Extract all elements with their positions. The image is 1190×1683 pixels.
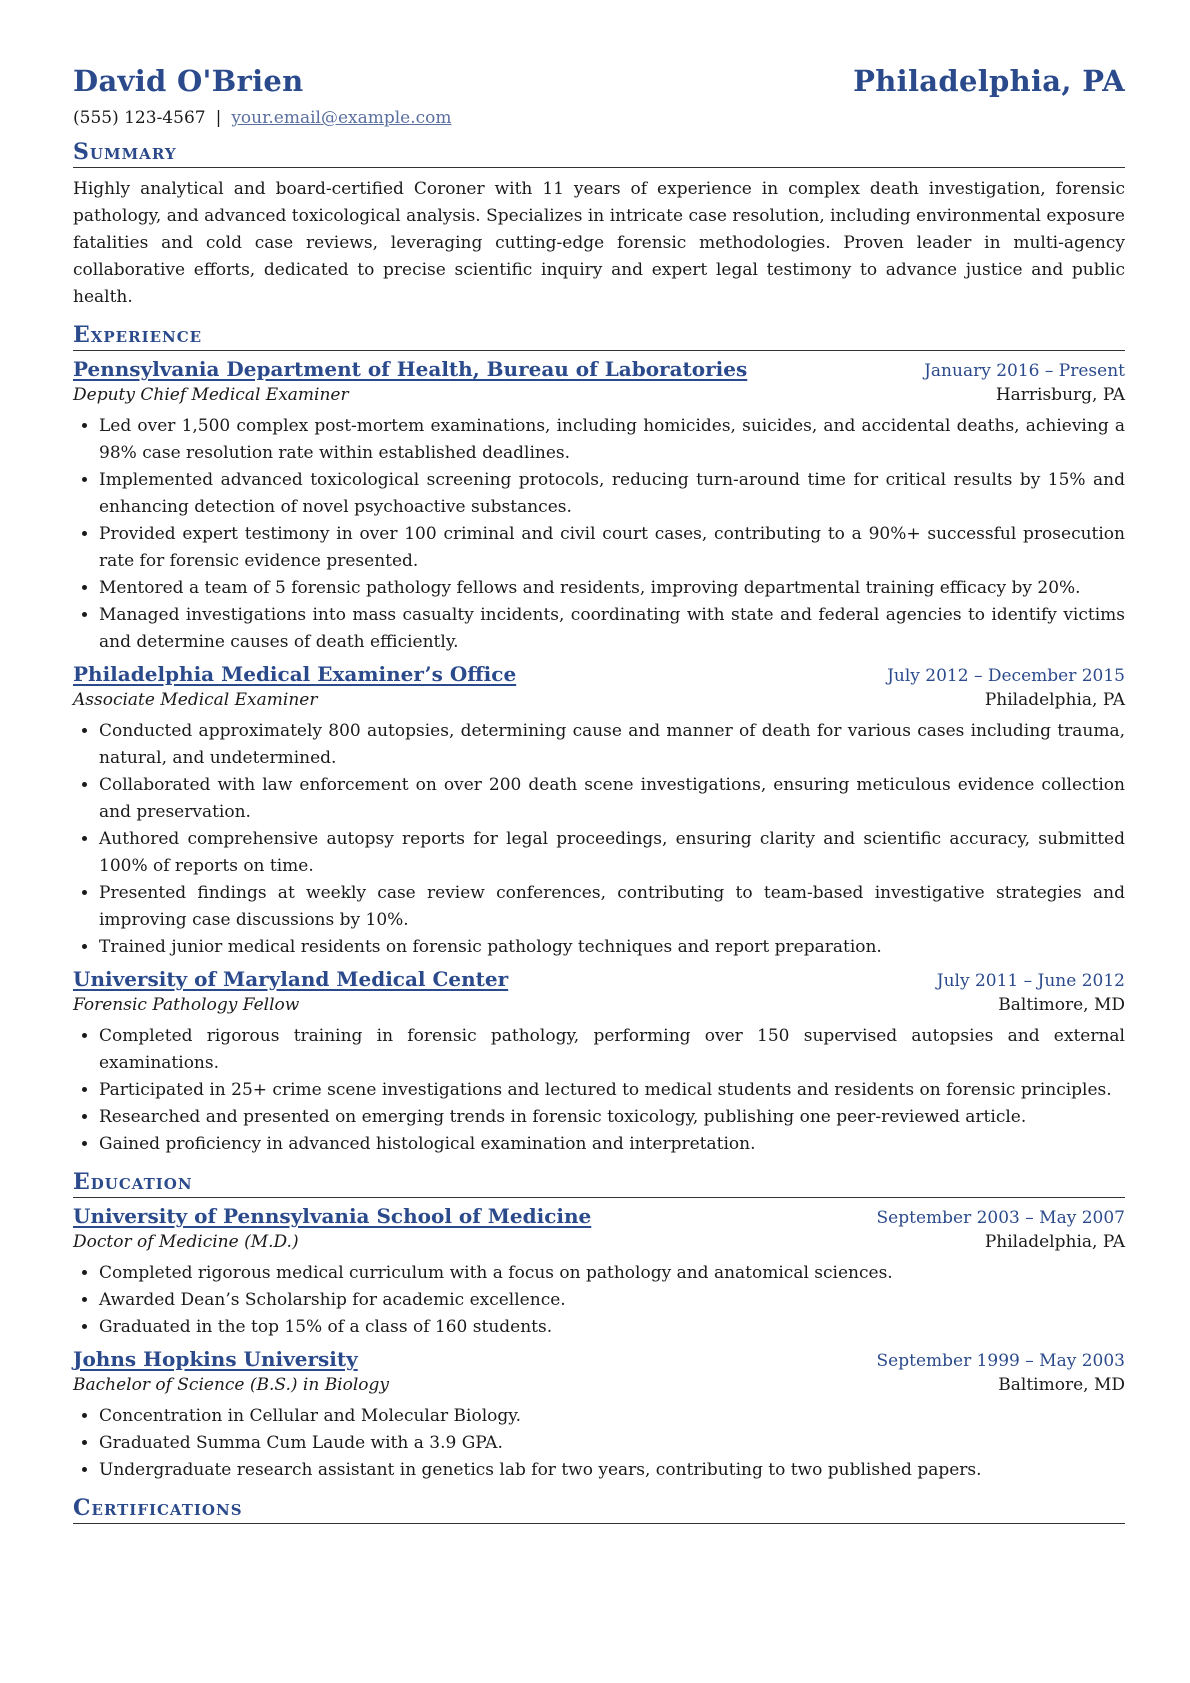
experience-bullet: • Completed rigorous training in forensic pathology, performing over 150 supervised autopsies and external examinations. <box>99 1023 1125 1077</box>
experience-list <box>73 357 1125 1158</box>
experience-role: Deputy Chief Medical Examiner <box>73 385 349 405</box>
education-bullet: • Undergraduate research assistant in genetics lab for two years, contributing to two published papers. <box>99 1457 1125 1484</box>
resume-header <box>73 64 1125 98</box>
experience-role: Associate Medical Examiner <box>73 690 318 710</box>
experience-entry <box>73 662 1125 961</box>
contact-separator: | <box>215 108 222 128</box>
education-heading: Education <box>73 1168 1125 1198</box>
education-entry-subheader <box>73 1232 1125 1252</box>
education-organization-link[interactable]: University of Pennsylvania School of Medicine <box>73 1204 592 1228</box>
experience-entry-header <box>73 967 1125 991</box>
education-dates: September 2003 – May 2007 <box>876 1208 1125 1228</box>
experience-bullet: • Led over 1,500 complex post-mortem examinations, including homicides, suicides, and accidental deaths, achieving a 98% case resolution rate within established deadlines. <box>99 413 1125 467</box>
education-list <box>73 1204 1125 1484</box>
experience-bullet: • Trained junior medical residents on forensic pathology techniques and report preparation. <box>99 934 1125 961</box>
education-entry-subheader <box>73 1375 1125 1395</box>
education-entry-header <box>73 1347 1125 1371</box>
experience-location: Philadelphia, PA <box>984 690 1125 710</box>
experience-organization-link[interactable]: University of Maryland Medical Center <box>73 967 509 991</box>
experience-bullet-list <box>73 413 1125 656</box>
experience-bullet: • Authored comprehensive autopsy reports for legal proceedings, ensuring clarity and scientific accuracy, submitted 100% of reports on time. <box>99 826 1125 880</box>
experience-bullet: • Implemented advanced toxicological screening protocols, reducing turn-around time for critical results by 15% and enhancing detection of novel psychoactive substances. <box>99 467 1125 521</box>
resume-content <box>73 64 1125 1524</box>
experience-dates: January 2016 – Present <box>924 361 1125 381</box>
experience-entry-subheader <box>73 690 1125 710</box>
experience-bullet: • Collaborated with law enforcement on over 200 death scene investigations, ensuring meticulous evidence collection and preservation. <box>99 772 1125 826</box>
experience-dates: July 2011 – June 2012 <box>936 971 1125 991</box>
experience-bullet: • Gained proficiency in advanced histological examination and interpretation. <box>99 1131 1125 1158</box>
certifications-heading: Certifications <box>73 1494 1125 1524</box>
education-bullet-list <box>73 1403 1125 1484</box>
education-bullet: • Graduated in the top 15% of a class of 160 students. <box>99 1314 1125 1341</box>
experience-entry <box>73 967 1125 1158</box>
experience-entry-header <box>73 662 1125 686</box>
experience-entry-header <box>73 357 1125 381</box>
education-bullet: • Concentration in Cellular and Molecular Biology. <box>99 1403 1125 1430</box>
experience-bullet: • Presented findings at weekly case review conferences, contributing to team-based investigative strategies and improving case discussions by 10%. <box>99 880 1125 934</box>
education-bullet: • Graduated Summa Cum Laude with a 3.9 GPA. <box>99 1430 1125 1457</box>
experience-location: Harrisburg, PA <box>995 385 1125 405</box>
education-bullet: • Awarded Dean’s Scholarship for academic excellence. <box>99 1287 1125 1314</box>
education-dates: September 1999 – May 2003 <box>876 1351 1125 1371</box>
experience-organization-link[interactable]: Pennsylvania Department of Health, Bureau of Laboratories <box>73 357 748 381</box>
education-bullet: • Completed rigorous medical curriculum with a focus on pathology and anatomical sciences. <box>99 1260 1125 1287</box>
education-location: Baltimore, MD <box>998 1375 1125 1395</box>
education-bullet-list <box>73 1260 1125 1341</box>
education-entry-header <box>73 1204 1125 1228</box>
experience-role: Forensic Pathology Fellow <box>73 995 300 1015</box>
candidate-name: David O'Brien <box>73 64 304 98</box>
experience-entry <box>73 357 1125 656</box>
education-role: Bachelor of Science (B.S.) in Biology <box>73 1375 390 1395</box>
education-location: Philadelphia, PA <box>984 1232 1125 1252</box>
experience-heading: Experience <box>73 321 1125 351</box>
experience-bullet: • Managed investigations into mass casualty incidents, coordinating with state and federal agencies to identify victims and determine causes of death efficiently. <box>99 602 1125 656</box>
experience-bullet: • Participated in 25+ crime scene investigations and lectured to medical students and residents on forensic principles. <box>99 1077 1125 1104</box>
experience-entry-subheader <box>73 385 1125 405</box>
experience-bullet-list <box>73 1023 1125 1158</box>
experience-bullet-list <box>73 718 1125 961</box>
email-link[interactable]: your.email@example.com <box>231 108 452 128</box>
education-organization-link[interactable]: Johns Hopkins University <box>73 1347 358 1371</box>
summary-text: Highly analytical and board-certified Coroner with 11 years of experience in complex death investigation, forensic pathology, and advanced toxicological analysis. Specializes in intricate case resolution, including environmental exposure fatalities and cold case reviews, leveraging cutting-edge forensic methodologies. Proven leader in multi-agency collaborative efforts, dedicated to precise scientific inquiry and expert legal testimony to advance justice and public health. <box>73 179 1125 307</box>
summary-heading: Summary <box>73 138 1125 168</box>
experience-organization-link[interactable]: Philadelphia Medical Examiner’s Office <box>73 662 517 686</box>
experience-bullet: • Researched and presented on emerging trends in forensic toxicology, publishing one peer-reviewed article. <box>99 1104 1125 1131</box>
contact-line <box>73 108 1125 128</box>
experience-bullet: • Mentored a team of 5 forensic pathology fellows and residents, improving departmental training efficacy by 20%. <box>99 575 1125 602</box>
candidate-location: Philadelphia, PA <box>853 64 1125 98</box>
experience-dates: July 2012 – December 2015 <box>887 666 1125 686</box>
experience-bullet: • Provided expert testimony in over 100 criminal and civil court cases, contributing to a 90%+ successful prosecution rate for forensic evidence presented. <box>99 521 1125 575</box>
experience-entry-subheader <box>73 995 1125 1015</box>
phone-number: (555) 123-4567 <box>73 108 206 128</box>
experience-location: Baltimore, MD <box>998 995 1125 1015</box>
experience-bullet: • Conducted approximately 800 autopsies, determining cause and manner of death for various cases including trauma, natural, and undetermined. <box>99 718 1125 772</box>
education-role: Doctor of Medicine (M.D.) <box>73 1232 299 1252</box>
education-entry <box>73 1204 1125 1341</box>
education-entry <box>73 1347 1125 1484</box>
